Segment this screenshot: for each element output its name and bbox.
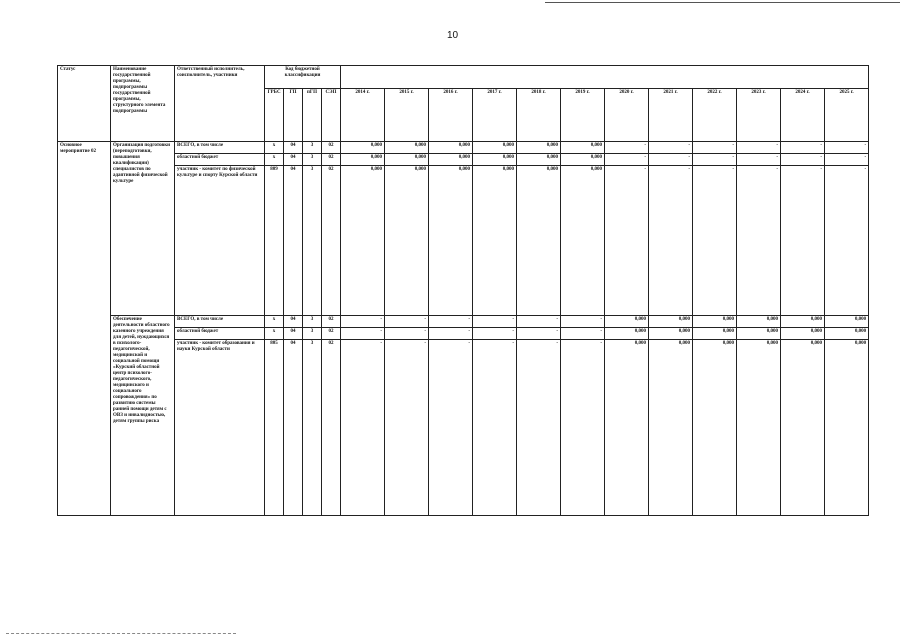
grbs-cell: х [265,154,284,166]
value-cell: 0,000 [649,328,693,340]
status-cell: Основное мероприятие 02 [58,142,111,516]
gp-cell: 04 [284,328,303,340]
budget-table-sheet [57,65,869,516]
bottom-scan-marks [6,633,236,634]
value-cell: 0,000 [649,340,693,516]
value-cell: - [341,340,385,516]
grbs-cell: х [265,142,284,154]
pgp-cell: 3 [303,328,322,340]
value-cell: - [429,328,473,340]
value-cell: 0,000 [825,328,869,340]
value-cell: 0,000 [737,328,781,340]
pgp-cell: 3 [303,154,322,166]
value-cell: - [473,316,517,328]
value-cell: 0,000 [825,316,869,328]
header-year-4: 2018 г. [517,89,561,142]
value-cell: 0,000 [825,340,869,516]
value-cell: 0,000 [429,154,473,166]
value-cell: 0,000 [737,316,781,328]
value-cell: - [605,142,649,154]
value-cell: - [561,328,605,340]
value-cell: - [429,316,473,328]
value-cell: - [781,142,825,154]
value-cell: 0,000 [781,328,825,340]
header-year-5: 2019 г. [561,89,605,142]
header-code-3: СЭП [322,89,341,142]
grbs-cell: 805 [265,340,284,516]
value-cell: 0,000 [385,154,429,166]
table-body [58,66,869,516]
header-year-2: 2016 г. [429,89,473,142]
value-cell: 0,000 [473,166,517,316]
value-cell: - [825,154,869,166]
block-name-cell: Организация подготовки (переподготовки, повышения квалификации) специалистов по адаптивной физической культуре [111,142,175,316]
value-cell: - [473,328,517,340]
value-cell: 0,000 [605,316,649,328]
value-cell: - [429,340,473,516]
value-cell: - [649,166,693,316]
value-cell: - [605,154,649,166]
responsible-cell: участник - комитет по физической культуре и спорту Курской области [175,166,265,316]
sep-cell: 02 [322,154,341,166]
header-name: Наименование государственной программы, подпрограммы государственной программы, структурного элемента подпрограммы [111,66,175,142]
header-year-7: 2021 г. [649,89,693,142]
value-cell: 0,000 [517,166,561,316]
value-cell: 0,000 [341,166,385,316]
value-cell: - [341,328,385,340]
gp-cell: 04 [284,142,303,154]
grbs-cell: 809 [265,166,284,316]
value-cell: - [693,154,737,166]
header-row-1 [58,66,869,89]
value-cell: - [385,340,429,516]
pgp-cell: 3 [303,166,322,316]
value-cell: - [341,316,385,328]
value-cell: - [517,328,561,340]
header-year-11: 2025 г. [825,89,869,142]
value-cell: 0,000 [781,316,825,328]
header-responsible: Ответственный исполнитель, соисполнитель, участники [175,66,265,142]
top-rule [545,2,900,3]
header-code-0: ГРБС [265,89,284,142]
budget-table [57,65,869,516]
value-cell: 0,000 [385,166,429,316]
header-code-1: ГП [284,89,303,142]
value-cell: - [693,166,737,316]
header-years-blank [341,66,869,89]
grbs-cell: х [265,328,284,340]
value-cell: - [737,142,781,154]
table-row [58,328,869,340]
value-cell: 0,000 [429,142,473,154]
value-cell: 0,000 [473,142,517,154]
value-cell: - [781,154,825,166]
table-row [58,340,869,516]
value-cell: 0,000 [605,328,649,340]
value-cell: - [605,166,649,316]
header-year-1: 2015 г. [385,89,429,142]
sep-cell: 02 [322,316,341,328]
value-cell: 0,000 [341,142,385,154]
value-cell: 0,000 [561,166,605,316]
table-row [58,154,869,166]
value-cell: - [737,154,781,166]
responsible-cell: ВСЕГО, в том числе [175,142,265,154]
header-year-8: 2022 г. [693,89,737,142]
value-cell: - [517,340,561,516]
value-cell: 0,000 [561,142,605,154]
value-cell: 0,000 [429,166,473,316]
value-cell: 0,000 [693,328,737,340]
sep-cell: 02 [322,142,341,154]
table-row [58,142,869,154]
header-year-10: 2024 г. [781,89,825,142]
sep-cell: 02 [322,328,341,340]
header-year-9: 2023 г. [737,89,781,142]
pgp-cell: 3 [303,142,322,154]
pgp-cell: 3 [303,340,322,516]
gp-cell: 04 [284,340,303,516]
value-cell: 0,000 [473,154,517,166]
gp-cell: 04 [284,166,303,316]
value-cell: - [517,316,561,328]
value-cell: 0,000 [385,142,429,154]
header-year-0: 2014 г. [341,89,385,142]
responsible-cell: областной бюджет [175,328,265,340]
value-cell: 0,000 [517,154,561,166]
header-code-2: пГП [303,89,322,142]
sep-cell: 02 [322,340,341,516]
grbs-cell: х [265,316,284,328]
value-cell: - [737,166,781,316]
block-name-cell: Обеспечение деятельности областного казенного учреждения для детей, нуждающихся в психолого-педагогической, медицинской и социальной помощи «Курский областной центр психолого-педагогического, медицинского и социального сопровождения» по развитию системы ранней помощи детям с ОВЗ и инвалидностью, детям группы риска [111,316,175,516]
value-cell: 0,000 [781,340,825,516]
responsible-cell: ВСЕГО, в том числе [175,316,265,328]
value-cell: 0,000 [693,340,737,516]
header-status: Статус [58,66,111,142]
value-cell: - [385,328,429,340]
value-cell: 0,000 [605,340,649,516]
value-cell: - [385,316,429,328]
value-cell: - [561,316,605,328]
value-cell: 0,000 [561,154,605,166]
value-cell: 0,000 [693,316,737,328]
responsible-cell: областной бюджет [175,154,265,166]
header-year-3: 2017 г. [473,89,517,142]
value-cell: - [825,142,869,154]
value-cell: - [693,142,737,154]
value-cell: - [561,340,605,516]
sep-cell: 02 [322,166,341,316]
pgp-cell: 3 [303,316,322,328]
gp-cell: 04 [284,154,303,166]
value-cell: 0,000 [649,316,693,328]
value-cell: 0,000 [517,142,561,154]
value-cell: 0,000 [737,340,781,516]
value-cell: - [649,154,693,166]
header-year-6: 2020 г. [605,89,649,142]
responsible-cell: участник - комитет образования и науки Курской области [175,340,265,516]
table-row [58,166,869,316]
value-cell: - [473,340,517,516]
value-cell: 0,000 [341,154,385,166]
value-cell: - [649,142,693,154]
value-cell: - [781,166,825,316]
gp-cell: 04 [284,316,303,328]
page-number: 10 [446,30,459,41]
table-row [58,316,869,328]
header-code-group: Код бюджетной классификации [265,66,341,89]
value-cell: - [825,166,869,316]
